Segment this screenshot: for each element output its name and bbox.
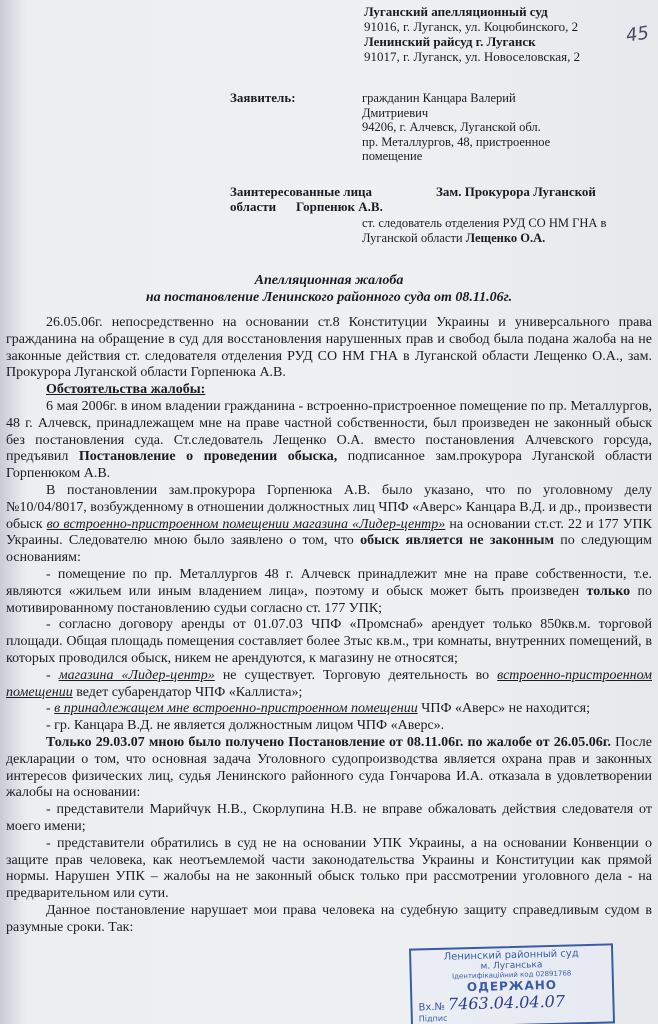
- applicant-line: пр. Металлургов, 48, пристроенное: [362, 134, 551, 149]
- received-stamp: [409, 943, 615, 1024]
- district-court-address: 91017, г. Луганск, ул. Новоселовская, 2: [364, 49, 581, 64]
- applicant-line: 94206, г. Алчевск, Луганской обл.: [362, 120, 541, 134]
- list-item: - магазина «Лидер-центр» не существует. Торговую деятельность во встроенно-пристроенном помещении ведет субарендатор ЧПФ «Каллиста»;: [6, 667, 652, 700]
- stamp-id-code: Ідентифікаційний код 02891768: [452, 969, 572, 981]
- court-address-block: [364, 4, 644, 64]
- applicant-line: помещение: [362, 149, 423, 163]
- prosecutor-name: Горпенюк А.В.: [296, 199, 383, 214]
- applicant-line: Дмитриевич: [362, 105, 429, 120]
- list-item: - представители обратились в суд не на основании УПК Украины, а на основании Конвенции о защите прав человека, как неотъемлемой части законодательства Украины и Конституции как прямой нормы. Нарушен УПК – жалобы на не законный обыск только при рассмотрении уголовного дела - на предварительном или сути.: [6, 835, 652, 902]
- investigator-block: [362, 216, 652, 245]
- interested-label: Заинтересованные лица: [230, 184, 373, 199]
- paragraph: Только 29.03.07 мною было получено Постановление от 08.11.06г. по жалобе от 26.05.06г. После декларации о том, что основная задача Уголовного судопроизводства является охрана прав и законных интересов физических лиц, судья Ленинского районного суда Гончарова И.А. отказала в удовлетворении жалобы на основании:: [6, 734, 653, 801]
- district-court-name: Ленинский райсуд г. Луганск: [364, 34, 536, 49]
- paragraph: В постановлении зам.прокурора Горпенюка А.В. было указано, что по уголовному делу №10/04/8017, возбужденному в отношении должностных лиц ЧПФ «Аверс» Канцара В.Д. и др., произвести обыск во встроенно-пристроенном помещении магазина «Лидер-центр» на основании ст.ст. 22 и 177 УПК Украины. Следователю мною было заявлено о том, что обыск является не законным по следующим основаниям:: [6, 482, 653, 566]
- stamp-incoming-number: Вх.№ 7463.04.04.07: [418, 991, 566, 1014]
- investigator-line: Луганской области: [362, 230, 466, 245]
- paragraph: 26.05.06г. непосредственно на основании ст.8 Конституции Украины и универсального права гражданина на обращение в суд для восстановления нарушенных прав и свобод была подана жалоба на не законные действия ст. следователя отделения РУД СО НМ ГНА в Луганской области Лещенко О.А., зам. Прокурора Луганской области Горпенюка А.В.: [6, 315, 652, 381]
- applicant-label: Заявитель:: [230, 90, 296, 105]
- applicant-block: [362, 91, 642, 164]
- appeal-court-name: Луганский апелляционный суд: [364, 4, 548, 19]
- appeal-court-address: 91016, г. Луганск, ул. Коцюбинского, 2: [364, 19, 579, 34]
- paragraph: 6 мая 2006г. в ином владении гражданина - встроенно-пристроенное помещение по пр. Металлургов, 48 г. Алчевск, принадлежащем мне на праве частной собственности, был произведен не законный обыск без постановления суда. Ст.следователь Лещенко О.А. вместо постановления Алчевского горсуда, предъявил Постановление о проведении обыска, подписанное зам.прокурора Луганской области Горпенюком А.В.: [6, 398, 652, 482]
- stamp-city: м. Луганська: [480, 960, 543, 972]
- list-item: - помещение по пр. Металлургов 48 г. Алчевск принадлежит мне на праве собственности, т.е. являются «жильем или иным владением лица», поэтому и обыск может быть произведен только по мотивированному постановлению судьи согласно ст. 177 УПК;: [6, 566, 652, 616]
- investigator-line: ст. следователь отделения РУД СО НМ ГНА в: [362, 216, 607, 230]
- section-heading: Обстоятельства жалобы:: [46, 382, 206, 398]
- stamp-signature-label: Підпис: [418, 1013, 448, 1024]
- investigator-name: Лещенко О.А.: [465, 230, 546, 245]
- applicant-line: гражданин Канцара Валерий: [362, 91, 516, 105]
- paragraph: Данное постановление нарушает мои права человека на судебную защиту справедливым судом в разумные сроки. Так:: [6, 902, 652, 935]
- deputy-prosecutor-label: Зам. Прокурора Луганской: [436, 184, 596, 199]
- stamp-number-handwritten: 7463.04.04.07: [447, 991, 566, 1014]
- list-item: - в принадлежащем мне встроенно-пристроенном помещении ЧПФ «Аверс» не находится;: [46, 701, 591, 717]
- region-label: области: [230, 199, 277, 214]
- page-number-mark: 45: [624, 22, 651, 47]
- list-item: - представители Марийчук Н.В., Скорлупина Н.В. не вправе обжаловать действия следователя от моего имени;: [6, 802, 652, 834]
- list-item: - гр. Канцара В.Д. не является должностным лицом ЧПФ «Аверс».: [46, 718, 445, 734]
- complaint-body: [6, 315, 652, 936]
- document-title: Апелляционная жалоба: [254, 273, 404, 288]
- stamp-court-name: Ленинский районный суд: [443, 948, 579, 963]
- list-item: - согласно договору аренды от 01.07.03 ЧПФ «Промснаб» арендует только 850кв.м. торговой площади. Общая площадь помещения составляет более 3тыс кв.м., три комнаты, внутренних помещений, в которых проводился обыск, никем не арендуются, к магазину не относятся;: [6, 617, 652, 666]
- stamp-received: ОДЕРЖАНО: [466, 977, 558, 995]
- document-subtitle: на постановление Ленинского районного суда от 08.11.06г.: [145, 290, 513, 305]
